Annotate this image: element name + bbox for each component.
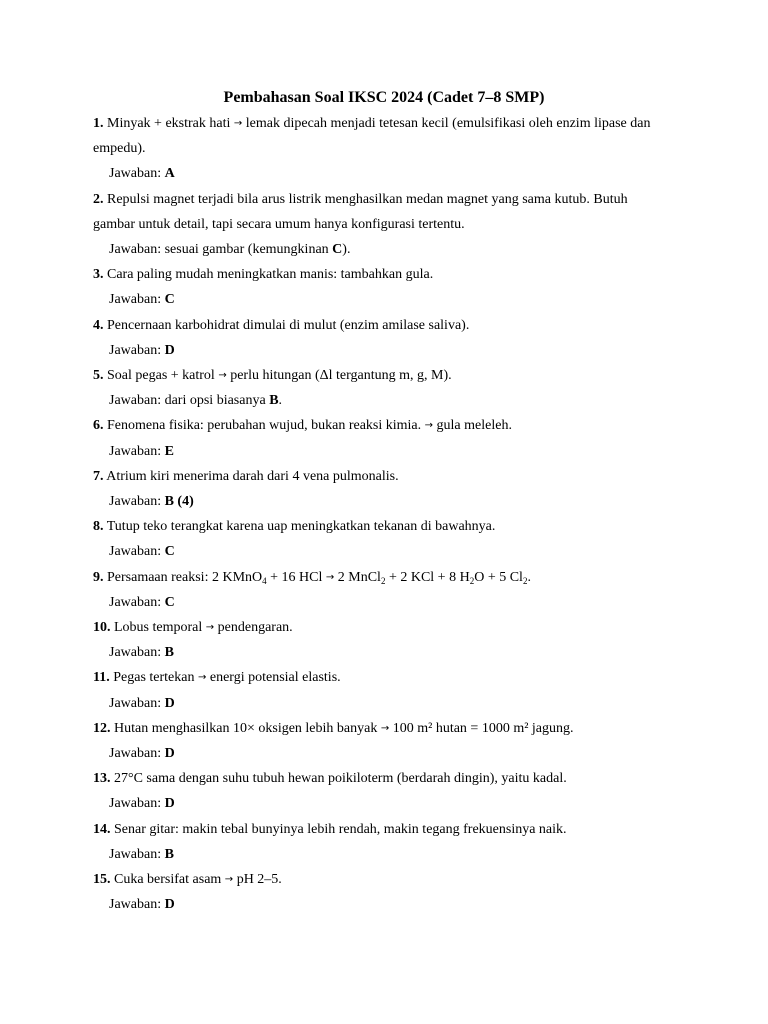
- question-text-part: Senar gitar: makin tebal bunyinya lebih rendah, makin tegang frekuensinya naik.: [110, 821, 567, 837]
- question-text: [93, 111, 673, 161]
- list-item: [93, 111, 673, 187]
- question-text: [93, 363, 673, 388]
- equation-part: + 2 KCl + 8 H: [385, 569, 470, 585]
- answer-label: Jawaban:: [109, 292, 162, 308]
- answer-label: Jawaban:: [109, 544, 162, 560]
- question-number: 5.: [93, 368, 104, 384]
- answer-value: C: [164, 594, 175, 610]
- answer-line: [93, 388, 673, 413]
- subscript: 4: [262, 575, 267, 586]
- answer-value: B (4): [164, 494, 194, 510]
- answer-line: [93, 791, 673, 816]
- answer-label: Jawaban:: [109, 242, 162, 258]
- question-text: [93, 464, 673, 489]
- question-text: [93, 615, 673, 640]
- question-text-part: Cuka bersifat asam: [110, 872, 225, 888]
- question-text-part: Soal pegas + katrol: [103, 368, 219, 384]
- equation-part: .: [527, 569, 531, 585]
- answer-label: Jawaban:: [109, 695, 162, 711]
- question-text-part: Lobus temporal: [110, 620, 206, 636]
- answer-value: B: [164, 846, 174, 862]
- answer-label: Jawaban:: [109, 393, 162, 409]
- question-text: [93, 413, 673, 438]
- answer-label: Jawaban:: [109, 897, 162, 913]
- list-item: [93, 565, 673, 615]
- answer-line: [93, 691, 673, 716]
- answer-label: Jawaban:: [109, 594, 162, 610]
- question-number: 15.: [93, 872, 111, 888]
- answer-note: ).: [342, 242, 351, 258]
- answer-value: C: [332, 242, 343, 258]
- answer-line: [93, 338, 673, 363]
- question-text-part: Cara paling mudah meningkatkan manis: tambahkan gula.: [103, 267, 434, 283]
- question-text: [93, 514, 673, 539]
- question-text-part: Tutup teko terangkat karena uap meningkatkan tekanan di bawahnya.: [103, 519, 496, 535]
- arrow-icon: →: [197, 672, 207, 684]
- equation-part: O + 5 Cl: [474, 569, 523, 585]
- question-number: 6.: [93, 418, 104, 434]
- question-text-part: gula meleleh.: [433, 418, 512, 434]
- arrow-icon: →: [380, 722, 390, 734]
- answer-line: [93, 237, 673, 262]
- answer-line: [93, 842, 673, 867]
- question-text: [93, 716, 673, 741]
- subscript: 2: [522, 575, 528, 586]
- question-text: [93, 565, 673, 590]
- arrow-icon: →: [205, 622, 215, 634]
- answer-line: [93, 741, 673, 766]
- question-text-part: Hutan menghasilkan 10× oksigen lebih banyak: [110, 720, 381, 736]
- answer-label: Jawaban:: [109, 443, 162, 459]
- question-number: 7.: [93, 468, 104, 484]
- answer-value: B: [269, 393, 279, 409]
- answer-value: E: [164, 443, 174, 459]
- list-item: [93, 867, 673, 917]
- answer-value: D: [164, 796, 175, 812]
- question-text: [93, 187, 673, 237]
- answer-line: [93, 590, 673, 615]
- question-number: 8.: [93, 519, 104, 535]
- list-item: [93, 514, 673, 564]
- arrow-icon: →: [233, 118, 243, 129]
- arrow-icon: →: [325, 571, 335, 583]
- equation-part: 2 MnCl: [334, 569, 381, 585]
- answer-value: C: [164, 292, 175, 308]
- answer-note: sesuai gambar (kemungkinan: [161, 242, 333, 258]
- question-number: 9.: [93, 569, 104, 585]
- question-number: 14.: [93, 821, 111, 837]
- question-text-part: Fenomena fisika: perubahan wujud, bukan reaksi kimia.: [103, 418, 425, 434]
- subscript: 2: [469, 575, 475, 586]
- question-text-part: Minyak + ekstrak hati: [103, 116, 234, 131]
- answer-line: [93, 287, 673, 312]
- question-text-part: Pegas tertekan: [109, 670, 198, 686]
- list-item: [93, 262, 673, 312]
- question-text: [93, 817, 673, 842]
- question-number: 10.: [93, 620, 111, 636]
- answer-value: C: [164, 544, 175, 560]
- question-number: 4.: [93, 317, 104, 333]
- equation-part: Persamaan reaksi: 2 KMnO: [103, 569, 263, 585]
- question-number: 11.: [93, 670, 110, 686]
- list-item: [93, 363, 673, 413]
- question-text-part: pendengaran.: [214, 620, 293, 636]
- arrow-icon: →: [424, 420, 434, 432]
- question-text-part: Repulsi magnet terjadi bila arus listrik menghasilkan medan magnet yang sama kutub. Butuh gambar untuk detail, tapi secara umum hanya konfigurasi tertentu.: [93, 191, 628, 232]
- question-number: 12.: [93, 720, 111, 736]
- list-item: [93, 766, 673, 816]
- answer-line: [93, 892, 673, 917]
- list-item: [93, 665, 673, 715]
- question-text-part: 27°C sama dengan suhu tubuh hewan poikiloterm (berdarah dingin), yaitu kadal.: [110, 771, 567, 787]
- question-text-part: pH 2–5.: [233, 872, 282, 888]
- question-number: 3.: [93, 267, 104, 283]
- list-item: [93, 187, 673, 263]
- subscript: 2: [380, 575, 386, 586]
- arrow-icon: →: [224, 874, 234, 886]
- list-item: [93, 413, 673, 463]
- answer-label: Jawaban:: [109, 645, 162, 661]
- answer-value: D: [164, 897, 175, 913]
- list-item: [93, 615, 673, 665]
- question-text: [93, 313, 673, 338]
- question-number: 2.: [93, 191, 104, 207]
- answer-label: Jawaban:: [109, 166, 162, 182]
- question-number: 13.: [93, 771, 111, 787]
- answer-label: Jawaban:: [109, 846, 162, 862]
- arrow-icon: →: [218, 370, 227, 382]
- answer-label: Jawaban:: [109, 796, 162, 812]
- question-text: [93, 665, 673, 690]
- answer-value: D: [164, 695, 175, 711]
- list-item: [93, 464, 673, 514]
- answer-line: [93, 539, 673, 564]
- question-number: 1.: [93, 116, 104, 131]
- list-item: [93, 817, 673, 867]
- answer-label: Jawaban:: [109, 342, 162, 358]
- question-text-part: energi potensial elastis.: [206, 670, 341, 686]
- list-item: [93, 716, 673, 766]
- answer-value: D: [164, 342, 175, 358]
- equation-part: + 16 HCl: [266, 569, 326, 585]
- answer-note: dari opsi biasanya: [161, 393, 270, 409]
- answer-value: A: [164, 166, 175, 182]
- answer-line: [93, 489, 673, 514]
- answer-line: [93, 640, 673, 665]
- answer-value: B: [164, 645, 174, 661]
- answer-note: .: [278, 393, 283, 409]
- question-text: [93, 867, 673, 892]
- question-text-part: lemak dipecah menjadi tetesan kecil (emulsifikasi oleh enzim lipase dan empedu).: [93, 116, 651, 157]
- list-item: [93, 313, 673, 363]
- answer-label: Jawaban:: [109, 746, 162, 762]
- question-text-part: 100 m² hutan = 1000 m² jagung.: [389, 720, 574, 736]
- question-text-part: perlu hitungan (Δl tergantung m, g, M).: [226, 368, 452, 384]
- answer-value: D: [164, 746, 175, 762]
- page-title: Pembahasan Soal IKSC 2024 (Cadet 7–8 SMP): [223, 89, 545, 106]
- question-text-part: Pencernaan karbohidrat dimulai di mulut (enzim amilase saliva).: [103, 317, 470, 333]
- question-text: [93, 262, 673, 287]
- question-text: [93, 766, 673, 791]
- answer-line: [93, 161, 673, 186]
- answer-line: [93, 439, 673, 464]
- answer-label: Jawaban:: [109, 494, 162, 510]
- question-text-part: Atrium kiri menerima darah dari 4 vena pulmonalis.: [103, 468, 399, 484]
